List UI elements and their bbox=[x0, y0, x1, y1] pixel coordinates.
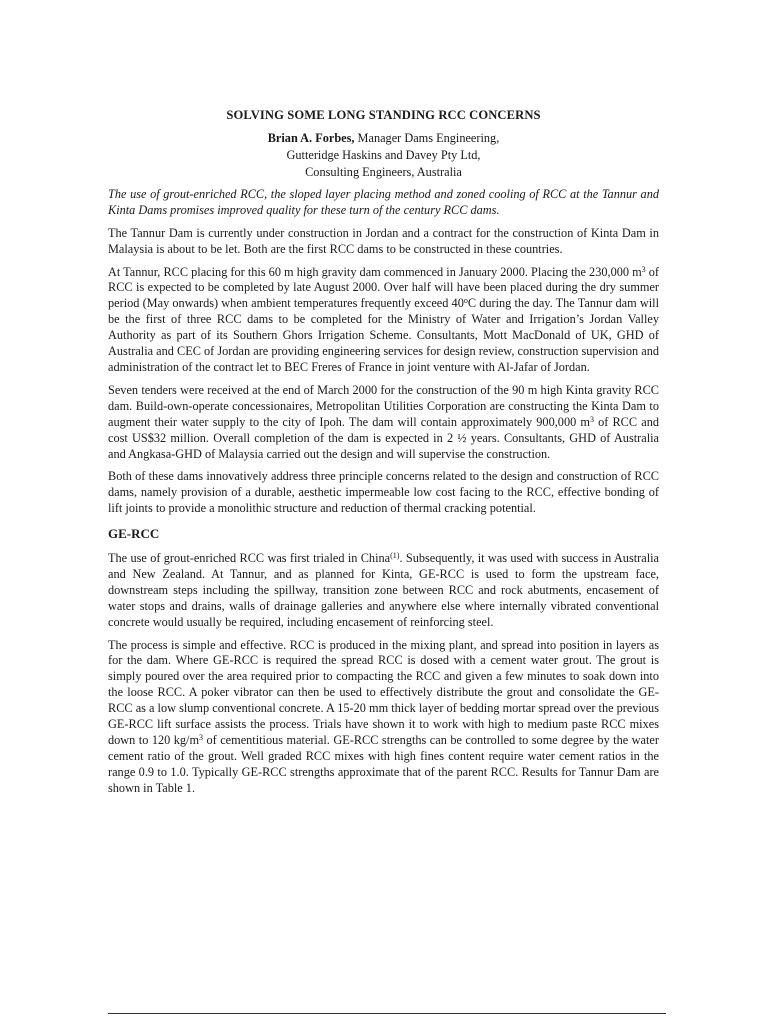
paragraph-kinta bbox=[108, 383, 659, 463]
paragraph-gercc-history bbox=[108, 551, 659, 631]
paper-page bbox=[108, 108, 659, 804]
degree-superscript: o bbox=[463, 296, 468, 306]
paragraph-text: . Subsequently, it was used with success in Australia and New Zealand. At Tannur, and as planned for Kinta, GE-RCC is used to form the upstream face, downstream steps including the spillway, transition zone between RCC and rock abutments, encasement of water stops and drains, walls of drainage galleries and anywhere else where internally vibrated conventional concrete would usually be required, including encasement of reinforcing steel. bbox=[108, 551, 659, 629]
paper-title: SOLVING SOME LONG STANDING RCC CONCERNS bbox=[226, 108, 541, 122]
superscript: 3 bbox=[589, 414, 594, 424]
paragraph-gercc-process bbox=[108, 638, 659, 797]
paragraph-intro: The Tannur Dam is currently under construction in Jordan and a contract for the construction of Kinta Dam in Malaysia is about to be let. Both are the first RCC dams to be constructed in these countries. bbox=[108, 225, 659, 256]
paragraph-text: At Tannur, RCC placing for this 60 m high gravity dam commenced in January 2000. Placing the 230,000 m bbox=[108, 264, 642, 279]
paragraph-text: of RCC and cost US$32 million. Overall completion of the dam is expected in 2 ½ years. Consultants, GHD of Australia and Angkasa-GHD of Malaysia carried out the design and will supervise the construction. bbox=[108, 414, 659, 461]
footer-rule bbox=[108, 1013, 666, 1014]
paragraph-tannur bbox=[108, 265, 659, 376]
paragraph-text: of RCC is expected to be completed by late August 2000. Over half will have been placed during the dry summer period (May onwards) when ambient temperatures frequently exceed 40 bbox=[108, 264, 659, 311]
author-name: Brian A. Forbes, bbox=[267, 130, 355, 145]
section-heading-gercc: GE-RCC bbox=[108, 526, 160, 542]
paragraph-text: of cementitious material. GE-RCC strengths can be controlled to some degree by the water cement ratio of the grout. Well graded RCC mixes with high fines content require water cement ratios in the range 0.9 to 1.0. Typically GE-RCC strengths approximate that of the parent RCC. Results for Tannur Dam are shown in Table 1. bbox=[108, 733, 659, 795]
paragraph-text: The process is simple and effective. RCC is produced in the mixing plant, and spread into position in layers as for the dam. Where GE-RCC is required the spread RCC is dosed with a cement water grout. The grout is simply poured over the area required prior to compacting the RCC and given a few minutes to soak down into the loose RCC. A poker vibrator can then be used to effectively distribute the grout and consolidate the GE-RCC as a low slump conventional concrete. A 15-20 mm thick layer of bedding mortar spread over the previous GE-RCC lift surface assists the process. Trials have shown it to work with high to medium paste RCC mixes down to 120 kg/m bbox=[108, 637, 659, 747]
paragraph-concerns: Both of these dams innovatively address three principle concerns related to the design and construction of RCC dams, namely provision of a durable, aesthetic impermeable low cost facing to the RCC, effective bonding of lift joints to provide a monolithic structure and reduction of thermal cracking potential. bbox=[108, 469, 659, 516]
author-company: Gutteridge Haskins and Davey Pty Ltd, bbox=[286, 147, 481, 162]
superscript: 3 bbox=[199, 733, 204, 742]
author-block bbox=[108, 130, 659, 181]
superscript: 3 bbox=[641, 264, 646, 274]
paragraph-text: C during the day. The Tannur dam will be the first of three RCC dams to be completed for the Ministry of Water and Irrigation’s Jordan Valley Authority as part of its Southern Ghors Irrigation Scheme. Consultants, Mott MacDonald of UK, GHD of Australia and CEC of Jordan are providing engineering services for design review, construction supervision and administration of the contract let to BEC Freres of France in joint venture with Al-Jafar of Jordan. bbox=[108, 296, 659, 374]
abstract: The use of grout-enriched RCC, the sloped layer placing method and zoned cooling of RCC at the Tannur and Kinta Dams promises improved quality for these turn of the century RCC dams. bbox=[108, 186, 659, 217]
paragraph-text: Seven tenders were received at the end of March 2000 for the construction of the 90 m high Kinta gravity RCC dam. Build-own-operate concessionaires, Metropolitan Utilities Corporation are constructing the Kinta Dam to augment their water supply to the city of Ipoh. The dam will contain approximately 900,000 m bbox=[108, 382, 659, 429]
paragraph-text: The use of grout-enriched RCC was first trialed in China bbox=[108, 551, 391, 566]
author-division: Consulting Engineers, Australia bbox=[305, 164, 462, 179]
author-line bbox=[108, 130, 659, 147]
reference-superscript: (1) bbox=[390, 551, 400, 561]
author-role: Manager Dams Engineering, bbox=[354, 130, 500, 145]
